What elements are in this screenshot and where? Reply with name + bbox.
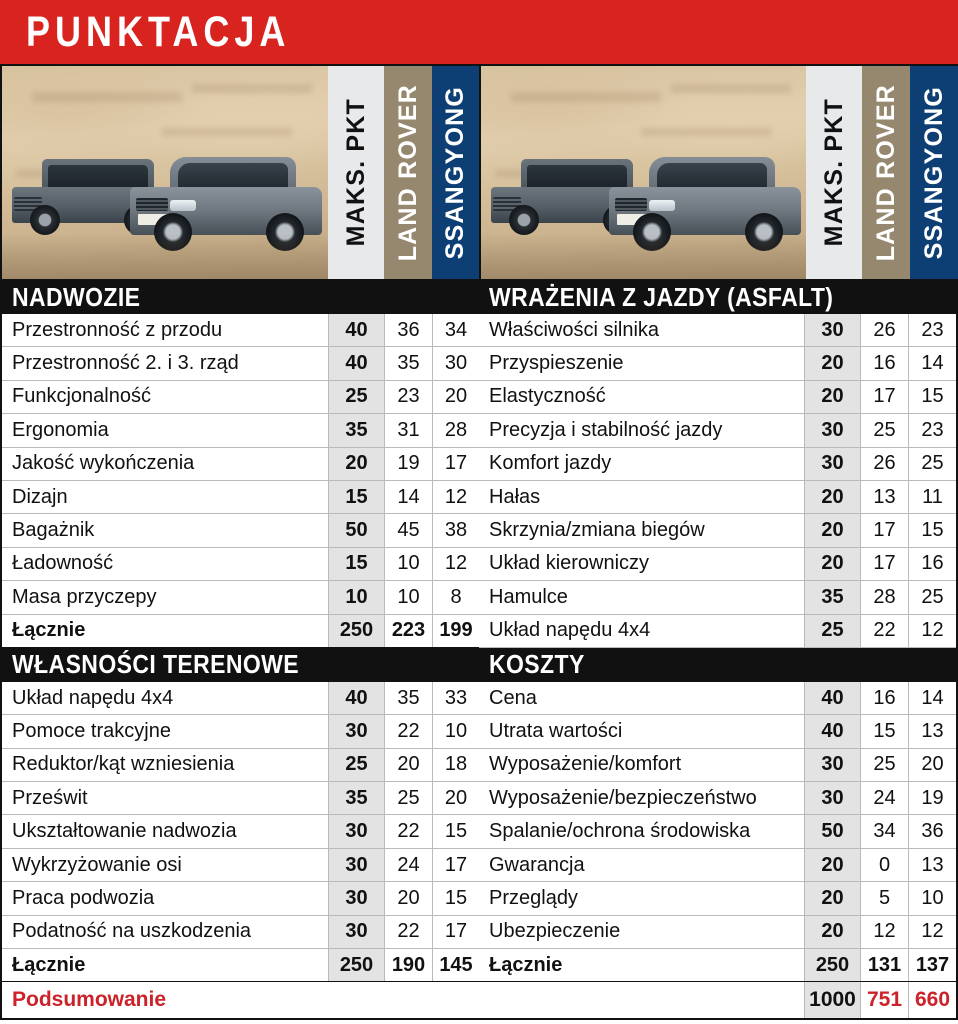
criterion-label: Wyposażenie/komfort — [489, 753, 682, 776]
section-header-koszty — [479, 648, 956, 682]
score-ssangyong: 12 — [908, 615, 956, 647]
score-land-rover: 13 — [860, 481, 908, 513]
criterion-label: Prześwit — [12, 786, 88, 809]
score-land-rover: 35 — [384, 347, 432, 379]
criterion-label: Wyposażenie/bezpieczeństwo — [489, 786, 757, 809]
criterion-label: Układ napędu 4x4 — [489, 619, 651, 642]
score-max-points: 25 — [328, 749, 384, 781]
score-land-rover: 26 — [860, 314, 908, 346]
table-row — [2, 381, 479, 414]
score-land-rover: 25 — [384, 782, 432, 814]
table-row — [2, 414, 479, 447]
score-land-rover: 17 — [860, 548, 908, 580]
table-row — [479, 448, 956, 481]
table-column-left — [0, 280, 479, 982]
score-max-points: 20 — [804, 882, 860, 914]
table-row — [2, 749, 479, 782]
score-ssangyong: 28 — [432, 414, 479, 446]
table-row — [479, 916, 956, 949]
score-land-rover: 12 — [860, 916, 908, 948]
score-land-rover: 17 — [860, 381, 908, 413]
column-header-land-rover-label: LAND ROVER — [871, 83, 900, 262]
criterion-label: Dizajn — [12, 485, 68, 508]
score-land-rover: 16 — [860, 682, 908, 714]
page-title-bar — [0, 0, 958, 64]
criterion-label: Komfort jazdy — [489, 452, 612, 475]
table-row — [479, 815, 956, 848]
header-half-left — [0, 64, 479, 280]
score-max-points: 25 — [328, 381, 384, 413]
table-row — [479, 514, 956, 547]
score-ssangyong: 11 — [908, 481, 956, 513]
section-header-label: WŁASNOŚCI TERENOWE — [12, 649, 300, 679]
score-land-rover: 0 — [860, 849, 908, 881]
table-row — [479, 782, 956, 815]
criterion-label: Układ napędu 4x4 — [12, 686, 174, 709]
score-max-points: 40 — [804, 682, 860, 714]
criterion-label: Skrzynia/zmiana biegów — [489, 519, 705, 542]
score-land-rover: 31 — [384, 414, 432, 446]
score-ssangyong: 18 — [432, 749, 479, 781]
score-ssangyong: 25 — [908, 581, 956, 613]
score-ssangyong: 30 — [432, 347, 479, 379]
table-row — [479, 882, 956, 915]
criterion-label: Jakość wykończenia — [12, 452, 195, 475]
table-row — [2, 481, 479, 514]
total-label: Łącznie — [12, 619, 86, 642]
score-ssangyong: 25 — [908, 448, 956, 480]
table-body — [0, 280, 958, 982]
score-max-points: 20 — [328, 448, 384, 480]
total-label: Łącznie — [489, 953, 563, 976]
score-land-rover: 34 — [860, 815, 908, 847]
table-row — [479, 414, 956, 447]
score-land-rover: 22 — [384, 715, 432, 747]
score-ssangyong: 8 — [432, 581, 479, 613]
score-land-rover: 20 — [384, 882, 432, 914]
comparison-photo-right — [479, 64, 806, 280]
total-label: Łącznie — [12, 953, 86, 976]
score-ssangyong: 14 — [908, 682, 956, 714]
page-title: PUNKTACJA — [26, 7, 291, 56]
score-max-points: 35 — [328, 414, 384, 446]
score-max-points: 20 — [804, 481, 860, 513]
score-ssangyong: 33 — [432, 682, 479, 714]
score-land-rover: 24 — [384, 849, 432, 881]
column-header-ssangyong-label: SSANGYONG — [441, 85, 469, 260]
score-ssangyong: 13 — [908, 849, 956, 881]
score-max-points: 50 — [328, 514, 384, 546]
score-land-rover: 25 — [860, 414, 908, 446]
score-ssangyong: 20 — [432, 381, 479, 413]
criterion-label: Elastyczność — [489, 385, 606, 408]
score-ssangyong: 17 — [432, 849, 479, 881]
table-row — [479, 381, 956, 414]
criterion-label: Bagażnik — [12, 519, 95, 542]
score-max-points: 50 — [804, 815, 860, 847]
table-row — [2, 548, 479, 581]
score-land-rover: 14 — [384, 481, 432, 513]
comparison-photo-left — [0, 64, 328, 280]
criterion-label: Gwarancja — [489, 853, 585, 876]
column-header-max-points-label: MAKS. PKT — [341, 98, 370, 247]
table-row — [479, 347, 956, 380]
section-header-nadwozie — [2, 280, 479, 314]
table-row — [2, 815, 479, 848]
score-land-rover: 26 — [860, 448, 908, 480]
score-max-points: 35 — [804, 581, 860, 613]
summary-label: Podsumowanie — [12, 988, 167, 1012]
score-land-rover: 22 — [860, 615, 908, 647]
score-ssangyong: 23 — [908, 414, 956, 446]
score-max-points: 250 — [328, 949, 384, 981]
score-ssangyong: 19 — [908, 782, 956, 814]
table-row — [479, 615, 956, 648]
criterion-label: Hamulce — [489, 585, 568, 608]
score-ssangyong: 15 — [432, 815, 479, 847]
score-land-rover: 20 — [384, 749, 432, 781]
criterion-label: Precyzja i stabilność jazdy — [489, 418, 723, 441]
section-header-label: WRAŻENIA Z JAZDY (ASFALT) — [489, 281, 834, 311]
score-ssangyong: 17 — [432, 448, 479, 480]
table-row — [2, 916, 479, 949]
column-header-land-rover-label: LAND ROVER — [393, 83, 422, 262]
score-ssangyong: 23 — [908, 314, 956, 346]
score-max-points: 30 — [804, 749, 860, 781]
table-row — [479, 749, 956, 782]
table-row — [2, 682, 479, 715]
score-max-points: 30 — [328, 882, 384, 914]
score-max-points: 30 — [328, 715, 384, 747]
score-max-points: 30 — [804, 782, 860, 814]
score-land-rover: 35 — [384, 682, 432, 714]
score-max-points: 20 — [804, 347, 860, 379]
summary-max-points: 1000 — [804, 982, 860, 1018]
score-land-rover: 10 — [384, 581, 432, 613]
score-max-points: 30 — [328, 815, 384, 847]
score-ssangyong: 20 — [908, 749, 956, 781]
score-max-points: 40 — [328, 347, 384, 379]
score-max-points: 15 — [328, 548, 384, 580]
criterion-label: Przestronność z przodu — [12, 318, 223, 341]
score-max-points: 10 — [328, 581, 384, 613]
criterion-label: Układ kierowniczy — [489, 552, 650, 575]
table-row — [2, 448, 479, 481]
score-ssangyong: 15 — [908, 514, 956, 546]
column-header-ssangyong — [910, 64, 958, 280]
table-row — [479, 548, 956, 581]
score-max-points: 40 — [804, 715, 860, 747]
header-band — [0, 64, 958, 280]
score-land-rover: 25 — [860, 749, 908, 781]
column-header-ssangyong-label: SSANGYONG — [919, 85, 948, 260]
table-total-row — [479, 949, 956, 982]
criterion-label: Właściwości silnika — [489, 318, 660, 341]
score-land-rover: 190 — [384, 949, 432, 981]
table-row — [2, 882, 479, 915]
criterion-label: Przyspieszenie — [489, 352, 624, 375]
score-ssangyong: 199 — [432, 615, 479, 647]
section-header-wrazenia-z-jazdy — [479, 280, 956, 314]
score-max-points: 30 — [328, 916, 384, 948]
score-max-points: 30 — [804, 314, 860, 346]
criterion-label: Funkcjonalność — [12, 385, 151, 408]
criterion-label: Hałas — [489, 485, 541, 508]
criterion-label: Cena — [489, 686, 537, 709]
column-header-land-rover — [384, 64, 432, 280]
header-half-right — [479, 64, 958, 280]
table-row — [2, 849, 479, 882]
score-ssangyong: 38 — [432, 514, 479, 546]
column-header-max-points — [328, 64, 384, 280]
score-ssangyong: 17 — [432, 916, 479, 948]
criterion-label: Podatność na uszkodzenia — [12, 920, 252, 943]
criterion-label: Ergonomia — [12, 418, 109, 441]
score-max-points: 20 — [804, 381, 860, 413]
score-land-rover: 5 — [860, 882, 908, 914]
criterion-label: Przestronność 2. i 3. rząd — [12, 352, 239, 375]
column-header-max-points-label: MAKS. PKT — [819, 98, 848, 247]
criterion-label: Reduktor/kąt wzniesienia — [12, 753, 235, 776]
table-row — [479, 314, 956, 347]
score-land-rover: 223 — [384, 615, 432, 647]
score-max-points: 20 — [804, 916, 860, 948]
score-max-points: 35 — [328, 782, 384, 814]
score-ssangyong: 16 — [908, 548, 956, 580]
summary-row — [0, 982, 958, 1020]
score-max-points: 30 — [328, 849, 384, 881]
table-row — [479, 481, 956, 514]
score-max-points: 250 — [328, 615, 384, 647]
table-row — [2, 782, 479, 815]
score-land-rover: 24 — [860, 782, 908, 814]
score-ssangyong: 12 — [432, 548, 479, 580]
score-land-rover: 16 — [860, 347, 908, 379]
score-ssangyong: 15 — [908, 381, 956, 413]
table-row — [2, 347, 479, 380]
score-land-rover: 10 — [384, 548, 432, 580]
score-ssangyong: 137 — [908, 949, 956, 981]
score-ssangyong: 20 — [432, 782, 479, 814]
table-row — [479, 715, 956, 748]
section-header-label: NADWOZIE — [12, 281, 141, 311]
score-ssangyong: 14 — [908, 347, 956, 379]
section-header-label: KOSZTY — [489, 649, 585, 679]
score-ssangyong: 34 — [432, 314, 479, 346]
table-row — [479, 581, 956, 614]
criterion-label: Ukształtowanie nadwozia — [12, 820, 237, 843]
column-header-land-rover — [862, 64, 910, 280]
score-land-rover: 19 — [384, 448, 432, 480]
score-max-points: 25 — [804, 615, 860, 647]
column-header-max-points — [806, 64, 862, 280]
table-total-row — [2, 615, 479, 648]
score-ssangyong: 12 — [432, 481, 479, 513]
score-max-points: 30 — [804, 448, 860, 480]
criterion-label: Ubezpieczenie — [489, 920, 621, 943]
criterion-label: Praca podwozia — [12, 886, 155, 909]
score-land-rover: 36 — [384, 314, 432, 346]
criterion-label: Przeglądy — [489, 886, 578, 909]
score-max-points: 30 — [804, 414, 860, 446]
criterion-label: Wykrzyżowanie osi — [12, 853, 182, 876]
table-row — [2, 314, 479, 347]
criterion-label: Ładowność — [12, 552, 114, 575]
table-row — [2, 581, 479, 614]
table-column-right — [479, 280, 958, 982]
score-ssangyong: 36 — [908, 815, 956, 847]
section-header-wlasnosci-terenowe — [2, 648, 479, 682]
criterion-label: Masa przyczepy — [12, 585, 157, 608]
table-total-row — [2, 949, 479, 982]
score-land-rover: 131 — [860, 949, 908, 981]
score-land-rover: 45 — [384, 514, 432, 546]
criterion-label: Spalanie/ochrona środowiska — [489, 820, 751, 843]
summary-ssangyong: 660 — [908, 982, 956, 1018]
column-header-ssangyong — [432, 64, 479, 280]
score-max-points: 15 — [328, 481, 384, 513]
score-ssangyong: 15 — [432, 882, 479, 914]
score-land-rover: 28 — [860, 581, 908, 613]
score-land-rover: 17 — [860, 514, 908, 546]
table-row — [479, 849, 956, 882]
score-max-points: 40 — [328, 682, 384, 714]
score-max-points: 20 — [804, 548, 860, 580]
score-land-rover: 22 — [384, 815, 432, 847]
score-ssangyong: 145 — [432, 949, 479, 981]
score-ssangyong: 10 — [432, 715, 479, 747]
score-ssangyong: 12 — [908, 916, 956, 948]
score-max-points: 20 — [804, 849, 860, 881]
summary-land-rover: 751 — [860, 982, 908, 1018]
table-row — [2, 715, 479, 748]
table-row — [479, 682, 956, 715]
score-ssangyong: 13 — [908, 715, 956, 747]
score-max-points: 40 — [328, 314, 384, 346]
criterion-label: Utrata wartości — [489, 719, 623, 742]
score-land-rover: 15 — [860, 715, 908, 747]
score-ssangyong: 10 — [908, 882, 956, 914]
criterion-label: Pomoce trakcyjne — [12, 719, 171, 742]
table-row — [2, 514, 479, 547]
score-max-points: 20 — [804, 514, 860, 546]
score-land-rover: 23 — [384, 381, 432, 413]
score-max-points: 250 — [804, 949, 860, 981]
score-land-rover: 22 — [384, 916, 432, 948]
